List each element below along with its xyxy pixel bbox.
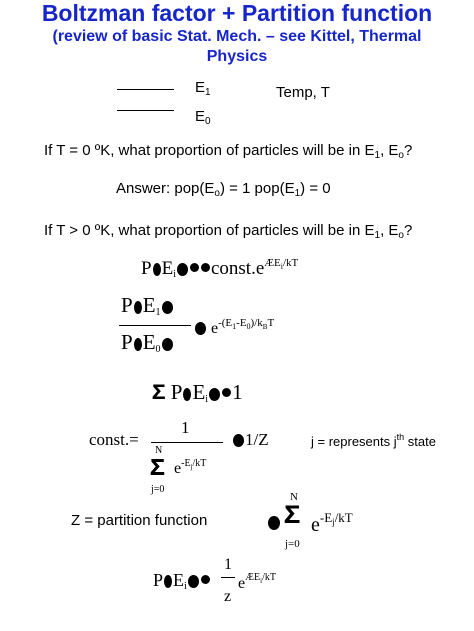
page-subtitle: (review of basic Stat. Mech. – see Kittel, Thermal xyxy=(52,28,422,45)
fraction-bar xyxy=(119,325,191,326)
temp-label: Temp, T xyxy=(276,84,330,101)
level-line-e0 xyxy=(117,110,174,111)
sigma-glyph-3: 𝚺 xyxy=(284,503,301,529)
const-numerator: 1 xyxy=(181,418,190,437)
question-1: If T = 0 ºK, what proportion of particles will be in $E_1$, $E_o$? xyxy=(44,142,413,161)
equals-blob xyxy=(267,515,281,533)
page-title: Boltzman factor + Partition function xyxy=(41,0,433,26)
z-sum-top: N xyxy=(290,491,298,503)
sigma-glyph: 𝚺 xyxy=(152,382,166,404)
level-line-e1 xyxy=(117,89,174,90)
answer-line: Answer: $pop(E_o) = 1$ $pop(E_1) = 0$ xyxy=(116,180,331,199)
level-label-e0: $E_0$ xyxy=(195,108,211,127)
final-equation-lhs: P $E_i$ xyxy=(153,570,211,592)
paren-glyph xyxy=(153,263,161,276)
question-2: If T > 0 ºK, what proportion of particles will be in $E_1$, $E_o$? xyxy=(44,222,413,241)
ratio-numerator: P $E_1$ xyxy=(121,293,174,318)
sigma-glyph-2: 𝚺 xyxy=(150,455,165,480)
equals-glyph xyxy=(201,263,210,272)
final-numerator: 1 xyxy=(224,556,232,573)
paren-glyph xyxy=(177,263,188,276)
level-label-e1: $E_1$ xyxy=(195,79,211,98)
j-state-label: j = represents $j^{th}$ state xyxy=(311,432,436,449)
final-exponential: $e^{ÆE_i/kT}$ xyxy=(238,572,276,592)
normalization-equation: 𝚺 P $E_i$ 1 xyxy=(152,380,243,405)
z-exponential: $e^{-E_j/kT}$ xyxy=(311,510,353,536)
const-exponential: $e^{-E_j/kT}$ xyxy=(174,458,207,477)
ratio-exponential: $e^{-(E_1-E_0)/k_BT}$ xyxy=(194,317,274,338)
z-sum-bottom: j=0 xyxy=(285,538,300,550)
const-fraction-bar xyxy=(151,442,223,443)
one-over-z: 1/Z xyxy=(232,430,269,450)
sum-bottom: j=0 xyxy=(151,484,165,495)
const-label: const.= xyxy=(89,430,139,449)
final-fraction-bar xyxy=(221,577,235,578)
z-definition-label: Z = partition function xyxy=(71,512,208,529)
equation-boltzmann: P $E_i$ $const.e^{ÆE_i/kT}$ xyxy=(141,257,299,280)
ratio-denominator: P $E_0$ xyxy=(121,330,174,355)
sum-top: N xyxy=(155,445,163,456)
page-subtitle-2: Physics xyxy=(206,48,268,65)
equals-glyph xyxy=(190,263,199,272)
final-denominator: z xyxy=(224,588,232,605)
